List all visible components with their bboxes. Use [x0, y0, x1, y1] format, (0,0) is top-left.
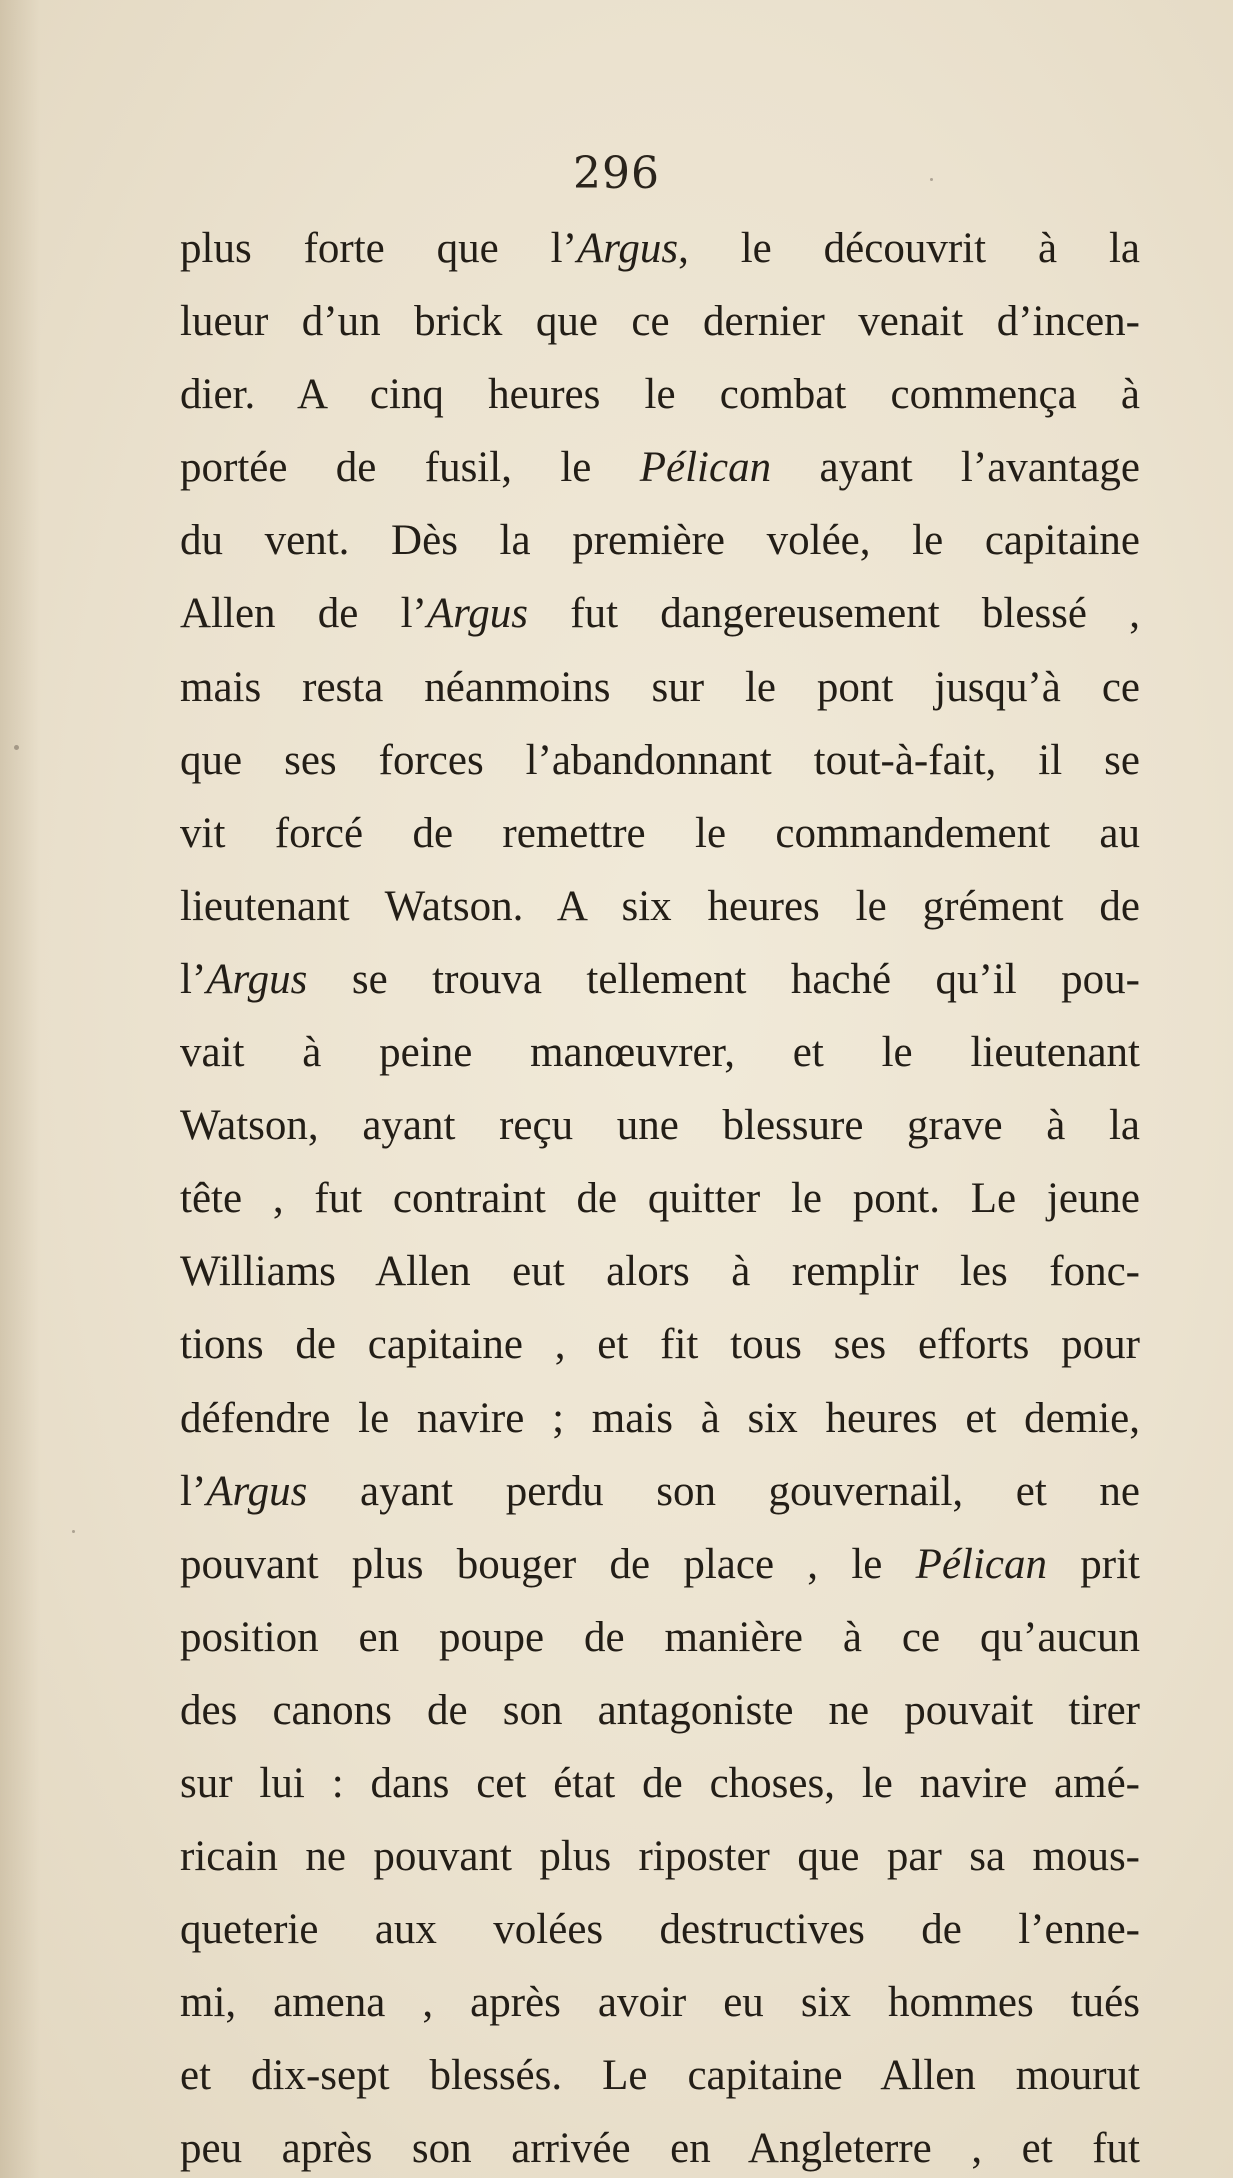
page-number: 296 [573, 148, 660, 199]
text-segment: queterie aux volées destructives de l’enne- [180, 1906, 1140, 1954]
italic-ship-name: Argus [206, 955, 308, 1003]
text-segment: du vent. Dès la première volée, le capitaine [180, 517, 1140, 565]
text-segment: peu après son arrivée en Angleterre , et fut [180, 2125, 1140, 2173]
text-segment: ayant perdu son gouvernail, et ne [307, 1467, 1140, 1515]
italic-ship-name: Argus [426, 590, 529, 638]
text-line [180, 577, 1140, 650]
text-line [180, 651, 1140, 724]
text-line [180, 943, 1140, 1016]
page-gutter-shadow [0, 0, 40, 2178]
text-line [180, 1308, 1140, 1381]
text-line [180, 1455, 1140, 1528]
text-segment: prit [1047, 1540, 1140, 1588]
text-segment: l’ [180, 955, 207, 1003]
text-line [180, 1966, 1140, 2039]
text-segment: lieutenant Watson. A six heures le grément de [180, 882, 1140, 930]
text-segment: portée de fusil, le [180, 444, 640, 492]
text-segment: vait à peine manœuvrer, et le lieutenant [180, 1029, 1140, 1077]
text-line [180, 358, 1140, 431]
text-line [180, 285, 1140, 358]
text-segment: Allen de l’ [180, 590, 427, 638]
text-line [180, 1162, 1140, 1235]
text-line [180, 724, 1140, 797]
italic-ship-name: Argus [576, 225, 679, 272]
text-segment: Williams Allen eut alors à remplir les fonc- [180, 1248, 1140, 1296]
text-line [180, 1016, 1140, 1089]
text-segment: plus forte que l’ [180, 225, 577, 272]
text-segment: pouvant plus bouger de place , le [180, 1540, 916, 1588]
text-segment: se trouva tellement haché qu’il pou- [307, 955, 1140, 1003]
text-segment: mi, amena , après avoir eu six hommes tués [180, 1979, 1140, 2027]
text-line [180, 1235, 1140, 1308]
text-line [180, 431, 1140, 504]
text-line [180, 1747, 1140, 1820]
text-line [180, 1820, 1140, 1893]
text-segment: , le découvrit à la [678, 225, 1140, 272]
text-segment: fut dangereusement blessé , [528, 590, 1140, 638]
italic-ship-name: Pélican [639, 444, 772, 492]
text-segment: sur lui : dans cet état de choses, le navire amé- [180, 1759, 1140, 1807]
text-line [180, 2112, 1140, 2178]
italic-ship-name: Argus [206, 1467, 308, 1515]
text-segment: ayant l’avantage [771, 444, 1140, 492]
text-line [180, 1528, 1140, 1601]
paper-speck [72, 1530, 75, 1533]
text-segment: et dix-sept blessés. Le capitaine Allen mourut [180, 2052, 1140, 2100]
body-text [180, 212, 1140, 2178]
text-line [180, 1601, 1140, 1674]
text-line [180, 1893, 1140, 1966]
text-segment: l’ [180, 1467, 207, 1515]
text-line [180, 1674, 1140, 1747]
paper-speck [14, 745, 19, 750]
text-segment: tête , fut contraint de quitter le pont. Le jeune [180, 1175, 1140, 1223]
text-segment: ricain ne pouvant plus riposter que par sa mous- [180, 1833, 1140, 1881]
text-line [180, 2039, 1140, 2112]
text-line [180, 504, 1140, 577]
text-segment: Watson, ayant reçu une blessure grave à la [180, 1102, 1140, 1150]
text-segment: des canons de son antagoniste ne pouvait tirer [180, 1686, 1140, 1734]
text-segment: lueur d’un brick que ce dernier venait d’incen- [180, 298, 1140, 346]
text-segment: vit forcé de remettre le commandement au [180, 809, 1140, 857]
text-line [180, 797, 1140, 870]
text-segment: dier. A cinq heures le combat commença à [180, 371, 1140, 419]
text-segment: mais resta néanmoins sur le pont jusqu’à ce [180, 663, 1140, 711]
text-segment: que ses forces l’abandonnant tout-à-fait, il se [180, 736, 1140, 784]
italic-ship-name: Pélican [915, 1540, 1047, 1588]
text-line [180, 870, 1140, 943]
text-segment: position en poupe de manière à ce qu’aucun [180, 1613, 1140, 1661]
text-line [180, 1089, 1140, 1162]
text-segment: défendre le navire ; mais à six heures et demie, [180, 1394, 1140, 1442]
text-line [180, 212, 1140, 285]
text-segment: tions de capitaine , et fit tous ses efforts pour [180, 1321, 1140, 1369]
text-line [180, 1382, 1140, 1455]
